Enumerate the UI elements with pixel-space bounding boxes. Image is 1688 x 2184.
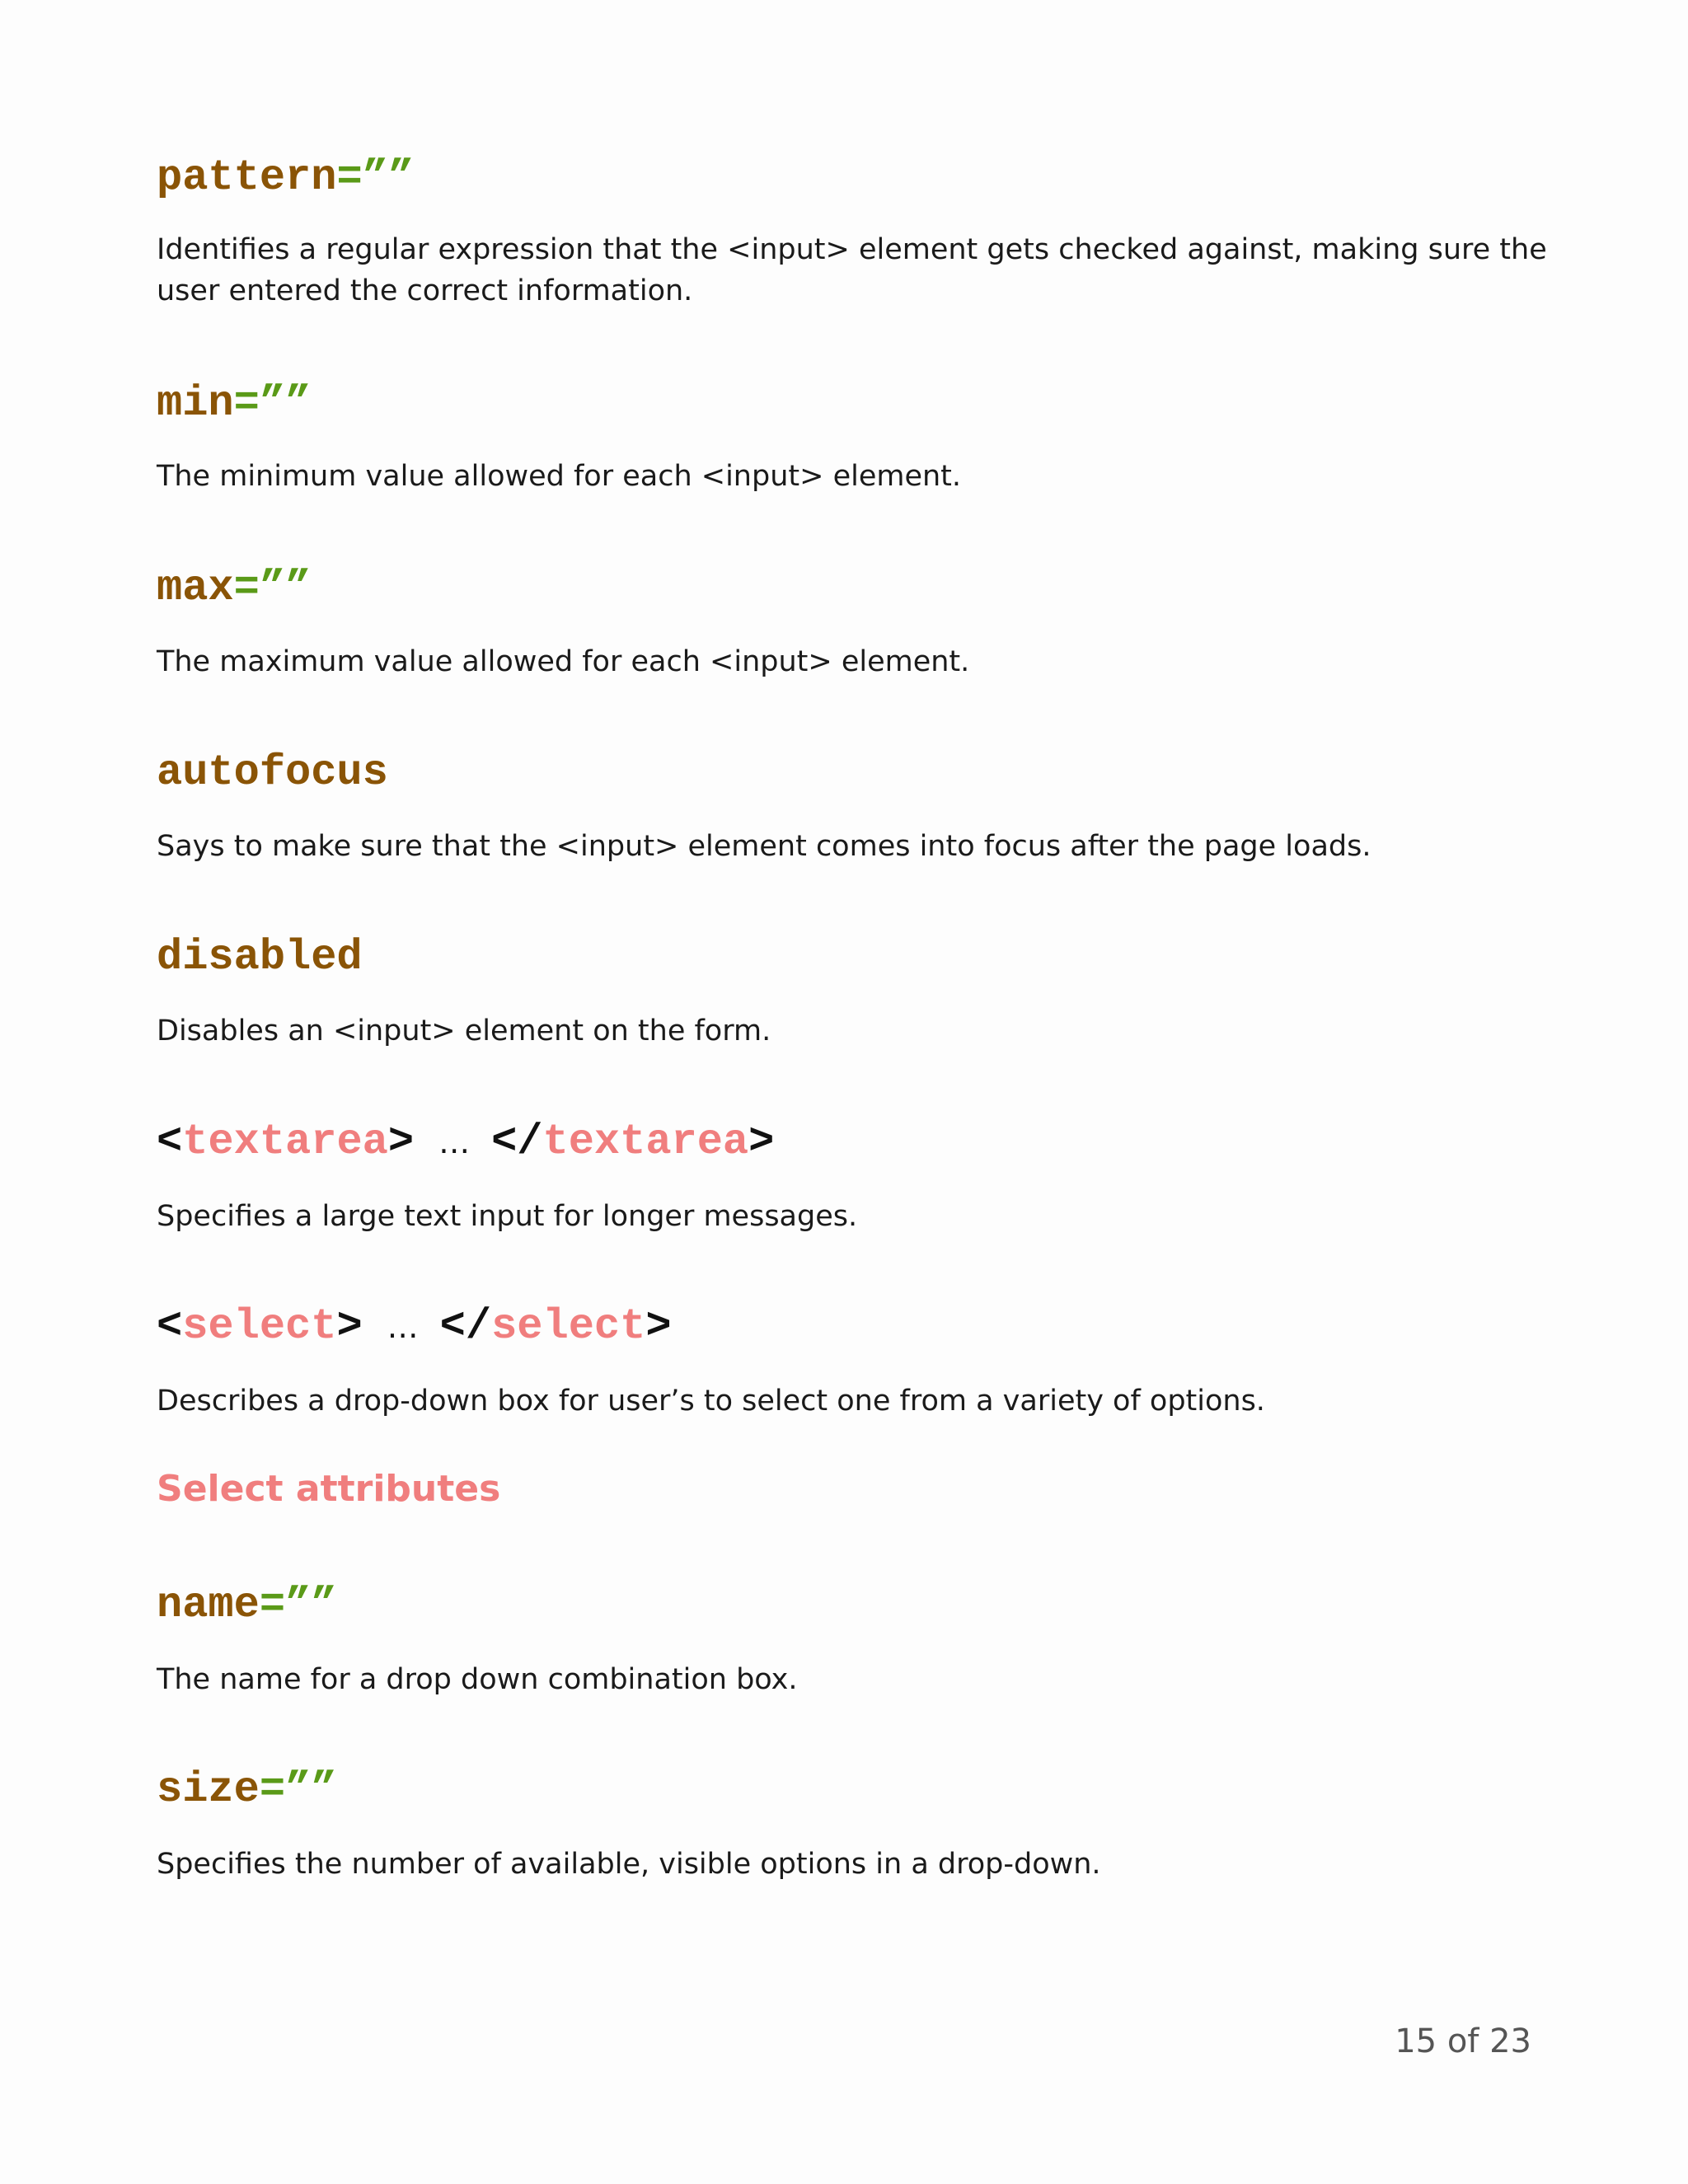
- select-attributes-heading: Select attributes: [157, 1468, 501, 1510]
- tag-open-bracket: <: [157, 1302, 183, 1351]
- tag-close-bracket: >: [336, 1302, 363, 1351]
- page-number: 15 of 23: [1395, 2022, 1531, 2060]
- end-tag-name: textarea: [542, 1118, 749, 1166]
- tag-open-bracket: <: [157, 1118, 183, 1166]
- tag-heading-select: [157, 1302, 672, 1352]
- attribute-name: max: [157, 564, 234, 612]
- attribute-description-min: The minimum value allowed for each <input> element.: [157, 460, 962, 493]
- attribute-value-quotes: =””: [233, 379, 312, 428]
- attribute-description-disabled: Disables an <input> element on the form.: [157, 1015, 771, 1047]
- tag-ellipsis: …: [438, 1124, 471, 1160]
- attribute-name: pattern: [157, 153, 337, 202]
- attribute-name: name: [157, 1581, 260, 1629]
- tag-close-bracket: >: [387, 1118, 415, 1166]
- tag-name: textarea: [182, 1118, 388, 1166]
- attribute-value-quotes: =””: [233, 564, 312, 612]
- attribute-heading-pattern: [157, 153, 414, 203]
- tag-heading-textarea: [157, 1118, 774, 1167]
- tag-description-select: Describes a drop-down box for user’s to select one from a variety of options.: [157, 1385, 1265, 1418]
- attribute-name: disabled: [157, 933, 363, 982]
- attribute-heading-min: [157, 379, 311, 429]
- attribute-description-pattern: Identifies a regular expression that the <input> element gets checked against, making sure the user entered the correct information.: [157, 233, 1547, 307]
- end-tag-close-bracket: >: [748, 1118, 775, 1166]
- attribute-heading-disabled: [157, 933, 363, 982]
- end-tag-name: select: [491, 1302, 646, 1351]
- attribute-value-quotes: =””: [259, 1581, 337, 1629]
- attribute-heading-size: [157, 1765, 336, 1815]
- attribute-description-autofocus: Says to make sure that the <input> element comes into focus after the page loads.: [157, 830, 1372, 863]
- end-tag-close-bracket: >: [645, 1302, 672, 1351]
- attribute-description-name: The name for a drop down combination box.: [157, 1663, 798, 1696]
- end-tag-open-bracket: </: [491, 1118, 543, 1166]
- tag-ellipsis: …: [387, 1309, 419, 1345]
- tag-name: select: [182, 1302, 337, 1351]
- attribute-description-size: Specifies the number of available, visible options in a drop-down.: [157, 1848, 1101, 1881]
- attribute-value-quotes: =””: [259, 1765, 337, 1814]
- tag-description-textarea: Specifies a large text input for longer messages.: [157, 1200, 858, 1233]
- end-tag-open-bracket: </: [439, 1302, 492, 1351]
- attribute-value-quotes: =””: [336, 153, 415, 202]
- attribute-heading-autofocus: [157, 748, 388, 798]
- attribute-name: autofocus: [157, 748, 388, 797]
- attribute-description-max: The maximum value allowed for each <input> element.: [157, 645, 970, 678]
- attribute-name: size: [157, 1765, 260, 1814]
- attribute-name: min: [157, 379, 234, 428]
- attribute-heading-max: [157, 564, 311, 613]
- attribute-heading-name: [157, 1581, 336, 1630]
